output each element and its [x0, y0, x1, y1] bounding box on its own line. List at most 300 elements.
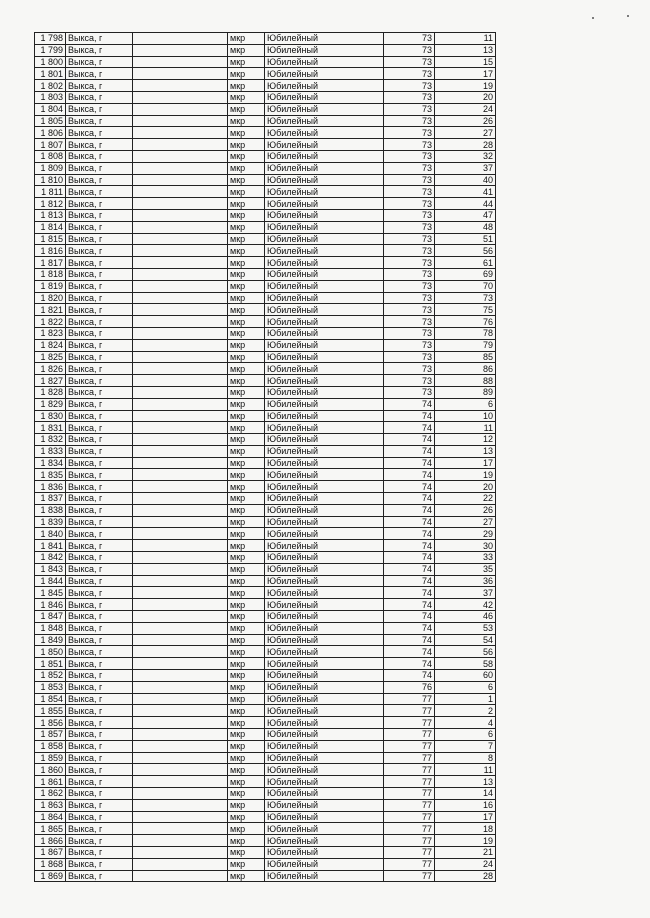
locality-type-cell: мкр — [228, 434, 265, 446]
empty-cell — [133, 658, 228, 670]
table-row — [35, 386, 496, 398]
street-cell: Юбилейный — [265, 221, 384, 233]
apartment-number-cell: 35 — [435, 563, 496, 575]
city-cell: Выкса, г — [66, 434, 133, 446]
record-number-cell: 1 812 — [35, 198, 66, 210]
record-number-cell: 1 802 — [35, 80, 66, 92]
city-cell: Выкса, г — [66, 327, 133, 339]
street-cell: Юбилейный — [265, 257, 384, 269]
locality-type-cell: мкр — [228, 788, 265, 800]
house-number-cell: 74 — [384, 410, 435, 422]
city-cell: Выкса, г — [66, 221, 133, 233]
record-number-cell: 1 817 — [35, 257, 66, 269]
apartment-number-cell: 85 — [435, 351, 496, 363]
city-cell: Выкса, г — [66, 693, 133, 705]
apartment-number-cell: 24 — [435, 858, 496, 870]
record-number-cell: 1 857 — [35, 729, 66, 741]
house-number-cell: 73 — [384, 386, 435, 398]
apartment-number-cell: 70 — [435, 280, 496, 292]
house-number-cell: 77 — [384, 764, 435, 776]
street-cell: Юбилейный — [265, 540, 384, 552]
record-number-cell: 1 853 — [35, 681, 66, 693]
house-number-cell: 74 — [384, 552, 435, 564]
city-cell: Выкса, г — [66, 563, 133, 575]
apartment-number-cell: 53 — [435, 622, 496, 634]
table-row — [35, 233, 496, 245]
apartment-number-cell: 58 — [435, 658, 496, 670]
house-number-cell: 73 — [384, 174, 435, 186]
locality-type-cell: мкр — [228, 658, 265, 670]
table-row — [35, 799, 496, 811]
empty-cell — [133, 516, 228, 528]
empty-cell — [133, 540, 228, 552]
empty-cell — [133, 846, 228, 858]
empty-cell — [133, 257, 228, 269]
apartment-number-cell: 27 — [435, 127, 496, 139]
city-cell: Выкса, г — [66, 162, 133, 174]
table-row — [35, 634, 496, 646]
street-cell: Юбилейный — [265, 575, 384, 587]
table-row — [35, 457, 496, 469]
table-row — [35, 316, 496, 328]
city-cell: Выкса, г — [66, 528, 133, 540]
empty-cell — [133, 504, 228, 516]
record-number-cell: 1 818 — [35, 268, 66, 280]
locality-type-cell: мкр — [228, 752, 265, 764]
apartment-number-cell: 12 — [435, 434, 496, 446]
apartment-number-cell: 37 — [435, 587, 496, 599]
city-cell: Выкса, г — [66, 835, 133, 847]
city-cell: Выкса, г — [66, 44, 133, 56]
empty-cell — [133, 823, 228, 835]
city-cell: Выкса, г — [66, 363, 133, 375]
street-cell: Юбилейный — [265, 764, 384, 776]
record-number-cell: 1 859 — [35, 752, 66, 764]
apartment-number-cell: 6 — [435, 398, 496, 410]
locality-type-cell: мкр — [228, 599, 265, 611]
locality-type-cell: мкр — [228, 516, 265, 528]
locality-type-cell: мкр — [228, 186, 265, 198]
street-cell: Юбилейный — [265, 127, 384, 139]
city-cell: Выкса, г — [66, 386, 133, 398]
street-cell: Юбилейный — [265, 705, 384, 717]
city-cell: Выкса, г — [66, 776, 133, 788]
table-row — [35, 351, 496, 363]
locality-type-cell: мкр — [228, 823, 265, 835]
record-number-cell: 1 801 — [35, 68, 66, 80]
record-number-cell: 1 836 — [35, 481, 66, 493]
street-cell: Юбилейный — [265, 304, 384, 316]
city-cell: Выкса, г — [66, 681, 133, 693]
street-cell: Юбилейный — [265, 56, 384, 68]
table-row — [35, 658, 496, 670]
locality-type-cell: мкр — [228, 811, 265, 823]
record-number-cell: 1 811 — [35, 186, 66, 198]
empty-cell — [133, 139, 228, 151]
table-row — [35, 835, 496, 847]
table-row — [35, 33, 496, 45]
apartment-number-cell: 32 — [435, 150, 496, 162]
empty-cell — [133, 327, 228, 339]
empty-cell — [133, 835, 228, 847]
street-cell: Юбилейный — [265, 162, 384, 174]
apartment-number-cell: 69 — [435, 268, 496, 280]
apartment-number-cell: 78 — [435, 327, 496, 339]
empty-cell — [133, 622, 228, 634]
city-cell: Выкса, г — [66, 209, 133, 221]
street-cell: Юбилейный — [265, 139, 384, 151]
record-number-cell: 1 814 — [35, 221, 66, 233]
street-cell: Юбилейный — [265, 752, 384, 764]
street-cell: Юбилейный — [265, 799, 384, 811]
apartment-number-cell: 20 — [435, 91, 496, 103]
table-row — [35, 304, 496, 316]
apartment-number-cell: 15 — [435, 56, 496, 68]
street-cell: Юбилейный — [265, 80, 384, 92]
house-number-cell: 77 — [384, 788, 435, 800]
house-number-cell: 73 — [384, 139, 435, 151]
record-number-cell: 1 816 — [35, 245, 66, 257]
table-row — [35, 740, 496, 752]
empty-cell — [133, 363, 228, 375]
table-row — [35, 776, 496, 788]
city-cell: Выкса, г — [66, 634, 133, 646]
street-cell: Юбилейный — [265, 776, 384, 788]
house-number-cell: 74 — [384, 658, 435, 670]
house-number-cell: 73 — [384, 280, 435, 292]
street-cell: Юбилейный — [265, 634, 384, 646]
city-cell: Выкса, г — [66, 858, 133, 870]
record-number-cell: 1 821 — [35, 304, 66, 316]
apartment-number-cell: 28 — [435, 139, 496, 151]
empty-cell — [133, 33, 228, 45]
street-cell: Юбилейный — [265, 729, 384, 741]
locality-type-cell: мкр — [228, 575, 265, 587]
city-cell: Выкса, г — [66, 339, 133, 351]
house-number-cell: 74 — [384, 622, 435, 634]
empty-cell — [133, 375, 228, 387]
city-cell: Выкса, г — [66, 469, 133, 481]
table-row — [35, 257, 496, 269]
street-cell: Юбилейный — [265, 186, 384, 198]
street-cell: Юбилейный — [265, 670, 384, 682]
house-number-cell: 74 — [384, 634, 435, 646]
street-cell: Юбилейный — [265, 150, 384, 162]
house-number-cell: 77 — [384, 823, 435, 835]
table-row — [35, 398, 496, 410]
table-row — [35, 611, 496, 623]
apartment-number-cell: 42 — [435, 599, 496, 611]
empty-cell — [133, 292, 228, 304]
empty-cell — [133, 587, 228, 599]
empty-cell — [133, 563, 228, 575]
record-number-cell: 1 867 — [35, 846, 66, 858]
house-number-cell: 73 — [384, 33, 435, 45]
apartment-number-cell: 89 — [435, 386, 496, 398]
locality-type-cell: мкр — [228, 705, 265, 717]
locality-type-cell: мкр — [228, 858, 265, 870]
empty-cell — [133, 705, 228, 717]
empty-cell — [133, 481, 228, 493]
street-cell: Юбилейный — [265, 646, 384, 658]
city-cell: Выкса, г — [66, 398, 133, 410]
record-number-cell: 1 856 — [35, 717, 66, 729]
city-cell: Выкса, г — [66, 764, 133, 776]
apartment-number-cell: 24 — [435, 103, 496, 115]
empty-cell — [133, 209, 228, 221]
apartment-number-cell: 29 — [435, 528, 496, 540]
street-cell: Юбилейный — [265, 823, 384, 835]
apartment-number-cell: 54 — [435, 634, 496, 646]
empty-cell — [133, 351, 228, 363]
house-number-cell: 74 — [384, 398, 435, 410]
house-number-cell: 73 — [384, 44, 435, 56]
empty-cell — [133, 776, 228, 788]
table-row — [35, 646, 496, 658]
city-cell: Выкса, г — [66, 268, 133, 280]
city-cell: Выкса, г — [66, 245, 133, 257]
city-cell: Выкса, г — [66, 115, 133, 127]
house-number-cell: 73 — [384, 68, 435, 80]
table-row — [35, 139, 496, 151]
house-number-cell: 73 — [384, 292, 435, 304]
street-cell: Юбилейный — [265, 599, 384, 611]
empty-cell — [133, 457, 228, 469]
locality-type-cell: мкр — [228, 91, 265, 103]
city-cell: Выкса, г — [66, 91, 133, 103]
apartment-number-cell: 1 — [435, 693, 496, 705]
locality-type-cell: мкр — [228, 139, 265, 151]
locality-type-cell: мкр — [228, 150, 265, 162]
empty-cell — [133, 198, 228, 210]
city-cell: Выкса, г — [66, 646, 133, 658]
city-cell: Выкса, г — [66, 587, 133, 599]
locality-type-cell: мкр — [228, 563, 265, 575]
city-cell: Выкса, г — [66, 316, 133, 328]
table-row — [35, 493, 496, 505]
table-row — [35, 209, 496, 221]
city-cell: Выкса, г — [66, 68, 133, 80]
locality-type-cell: мкр — [228, 457, 265, 469]
apartment-number-cell: 2 — [435, 705, 496, 717]
table-row — [35, 823, 496, 835]
apartment-number-cell: 48 — [435, 221, 496, 233]
street-cell: Юбилейный — [265, 327, 384, 339]
locality-type-cell: мкр — [228, 540, 265, 552]
street-cell: Юбилейный — [265, 398, 384, 410]
apartment-number-cell: 13 — [435, 44, 496, 56]
house-number-cell: 77 — [384, 776, 435, 788]
apartment-number-cell: 4 — [435, 717, 496, 729]
house-number-cell: 77 — [384, 846, 435, 858]
empty-cell — [133, 115, 228, 127]
street-cell: Юбилейный — [265, 351, 384, 363]
city-cell: Выкса, г — [66, 257, 133, 269]
empty-cell — [133, 174, 228, 186]
locality-type-cell: мкр — [228, 835, 265, 847]
house-number-cell: 77 — [384, 705, 435, 717]
house-number-cell: 77 — [384, 693, 435, 705]
apartment-number-cell: 6 — [435, 681, 496, 693]
street-cell: Юбилейный — [265, 103, 384, 115]
empty-cell — [133, 729, 228, 741]
table-row — [35, 528, 496, 540]
empty-cell — [133, 811, 228, 823]
city-cell: Выкса, г — [66, 351, 133, 363]
record-number-cell: 1 804 — [35, 103, 66, 115]
apartment-number-cell: 73 — [435, 292, 496, 304]
locality-type-cell: мкр — [228, 174, 265, 186]
apartment-number-cell: 28 — [435, 870, 496, 882]
table-row — [35, 375, 496, 387]
empty-cell — [133, 575, 228, 587]
table-row — [35, 91, 496, 103]
locality-type-cell: мкр — [228, 339, 265, 351]
apartment-number-cell: 6 — [435, 729, 496, 741]
table-row — [35, 846, 496, 858]
locality-type-cell: мкр — [228, 56, 265, 68]
city-cell: Выкса, г — [66, 457, 133, 469]
record-number-cell: 1 820 — [35, 292, 66, 304]
empty-cell — [133, 316, 228, 328]
house-number-cell: 74 — [384, 599, 435, 611]
city-cell: Выкса, г — [66, 127, 133, 139]
street-cell: Юбилейный — [265, 611, 384, 623]
locality-type-cell: мкр — [228, 375, 265, 387]
record-number-cell: 1 842 — [35, 552, 66, 564]
record-number-cell: 1 807 — [35, 139, 66, 151]
apartment-number-cell: 33 — [435, 552, 496, 564]
locality-type-cell: мкр — [228, 363, 265, 375]
table-row — [35, 410, 496, 422]
city-cell: Выкса, г — [66, 504, 133, 516]
record-number-cell: 1 838 — [35, 504, 66, 516]
street-cell: Юбилейный — [265, 44, 384, 56]
apartment-number-cell: 13 — [435, 776, 496, 788]
apartment-number-cell: 56 — [435, 646, 496, 658]
street-cell: Юбилейный — [265, 445, 384, 457]
city-cell: Выкса, г — [66, 80, 133, 92]
city-cell: Выкса, г — [66, 846, 133, 858]
house-number-cell: 74 — [384, 457, 435, 469]
empty-cell — [133, 670, 228, 682]
city-cell: Выкса, г — [66, 481, 133, 493]
apartment-number-cell: 19 — [435, 469, 496, 481]
house-number-cell: 74 — [384, 469, 435, 481]
apartment-number-cell: 13 — [435, 445, 496, 457]
street-cell: Юбилейный — [265, 469, 384, 481]
record-number-cell: 1 866 — [35, 835, 66, 847]
record-number-cell: 1 819 — [35, 280, 66, 292]
empty-cell — [133, 552, 228, 564]
apartment-number-cell: 19 — [435, 835, 496, 847]
apartment-number-cell: 86 — [435, 363, 496, 375]
house-number-cell: 74 — [384, 540, 435, 552]
locality-type-cell: мкр — [228, 504, 265, 516]
apartment-number-cell: 30 — [435, 540, 496, 552]
street-cell: Юбилейный — [265, 209, 384, 221]
apartment-number-cell: 11 — [435, 422, 496, 434]
house-number-cell: 74 — [384, 504, 435, 516]
street-cell: Юбилейный — [265, 33, 384, 45]
record-number-cell: 1 868 — [35, 858, 66, 870]
empty-cell — [133, 469, 228, 481]
city-cell: Выкса, г — [66, 670, 133, 682]
city-cell: Выкса, г — [66, 788, 133, 800]
table-row — [35, 422, 496, 434]
city-cell: Выкса, г — [66, 752, 133, 764]
street-cell: Юбилейный — [265, 481, 384, 493]
house-number-cell: 73 — [384, 221, 435, 233]
locality-type-cell: мкр — [228, 634, 265, 646]
city-cell: Выкса, г — [66, 33, 133, 45]
city-cell: Выкса, г — [66, 799, 133, 811]
empty-cell — [133, 186, 228, 198]
record-number-cell: 1 846 — [35, 599, 66, 611]
street-cell: Юбилейный — [265, 91, 384, 103]
apartment-number-cell: 61 — [435, 257, 496, 269]
apartment-number-cell: 11 — [435, 33, 496, 45]
locality-type-cell: мкр — [228, 528, 265, 540]
table-row — [35, 221, 496, 233]
table-row — [35, 504, 496, 516]
city-cell: Выкса, г — [66, 552, 133, 564]
record-number-cell: 1 823 — [35, 327, 66, 339]
empty-cell — [133, 245, 228, 257]
record-number-cell: 1 832 — [35, 434, 66, 446]
city-cell: Выкса, г — [66, 103, 133, 115]
house-number-cell: 73 — [384, 268, 435, 280]
street-cell: Юбилейный — [265, 552, 384, 564]
record-number-cell: 1 849 — [35, 634, 66, 646]
street-cell: Юбилейный — [265, 68, 384, 80]
table-row — [35, 764, 496, 776]
apartment-number-cell: 60 — [435, 670, 496, 682]
apartment-number-cell: 7 — [435, 740, 496, 752]
street-cell: Юбилейный — [265, 788, 384, 800]
city-cell: Выкса, г — [66, 740, 133, 752]
record-number-cell: 1 806 — [35, 127, 66, 139]
locality-type-cell: мкр — [228, 646, 265, 658]
apartment-number-cell: 75 — [435, 304, 496, 316]
empty-cell — [133, 398, 228, 410]
empty-cell — [133, 681, 228, 693]
locality-type-cell: мкр — [228, 351, 265, 363]
record-number-cell: 1 861 — [35, 776, 66, 788]
record-number-cell: 1 840 — [35, 528, 66, 540]
empty-cell — [133, 858, 228, 870]
table-row — [35, 811, 496, 823]
record-number-cell: 1 865 — [35, 823, 66, 835]
address-register-table — [34, 32, 496, 882]
locality-type-cell: мкр — [228, 693, 265, 705]
house-number-cell: 73 — [384, 339, 435, 351]
empty-cell — [133, 44, 228, 56]
table-row — [35, 292, 496, 304]
empty-cell — [133, 493, 228, 505]
table-row — [35, 752, 496, 764]
city-cell: Выкса, г — [66, 198, 133, 210]
apartment-number-cell: 19 — [435, 80, 496, 92]
table-row — [35, 670, 496, 682]
city-cell: Выкса, г — [66, 150, 133, 162]
house-number-cell: 73 — [384, 162, 435, 174]
city-cell: Выкса, г — [66, 599, 133, 611]
locality-type-cell: мкр — [228, 670, 265, 682]
house-number-cell: 77 — [384, 811, 435, 823]
record-number-cell: 1 841 — [35, 540, 66, 552]
record-number-cell: 1 844 — [35, 575, 66, 587]
